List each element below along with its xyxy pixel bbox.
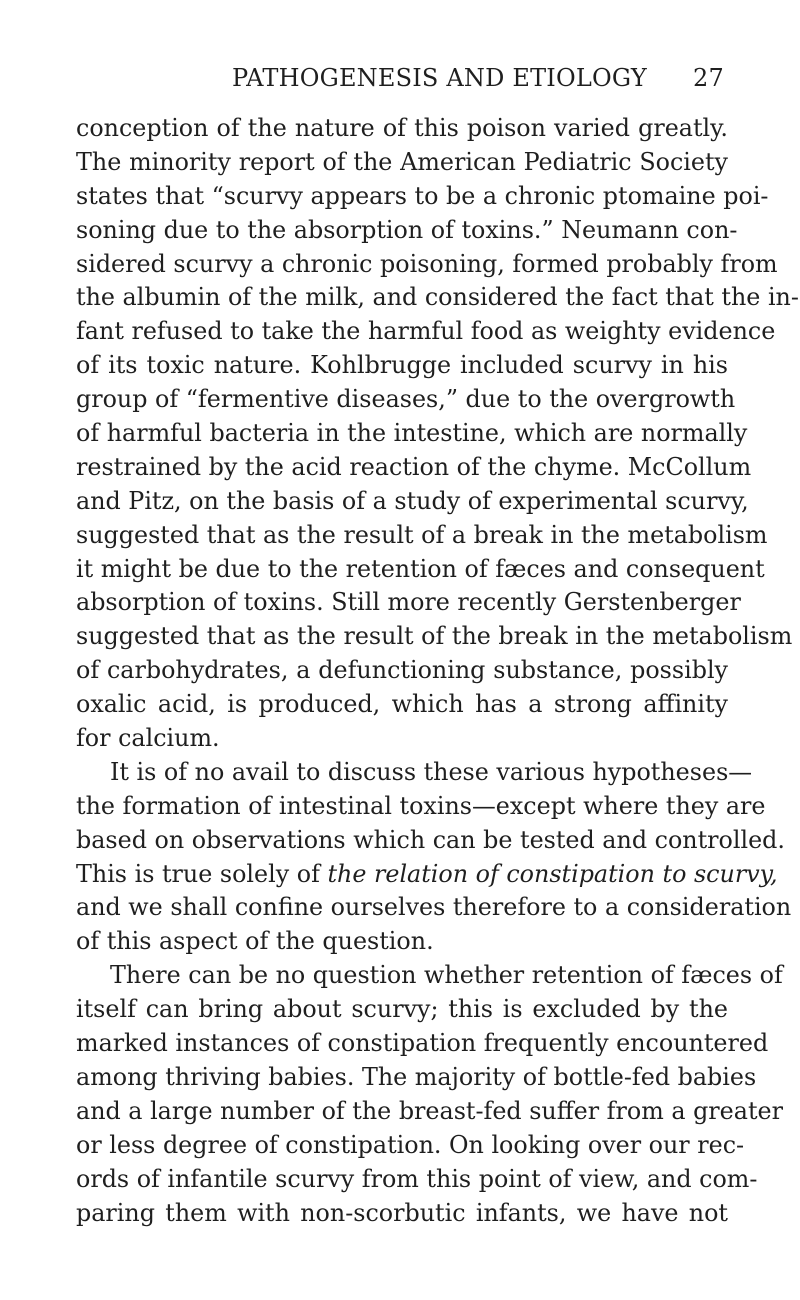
text-line: based on observations which can be tested and controlled. (76, 825, 785, 854)
mixed-style-line (76, 858, 778, 892)
text-line: and we shall confine ourselves therefore to a consideration (76, 893, 792, 922)
text-line: among thriving babies. The majority of bottle-fed babies (76, 1062, 757, 1091)
text-line: absorption of toxins. Still more recently Gerstenberger (76, 588, 741, 617)
text-line: the formation of intestinal toxins—except where they are (76, 791, 766, 820)
text-line: soning due to the absorption of toxins.” Neumann con- (76, 215, 738, 244)
text-line: marked instances of constipation frequently encountered (76, 1029, 769, 1058)
text-line: oxalic acid, is produced, which has a strong affinity (76, 690, 728, 719)
text-line: of carbohydrates, a defunctioning substance, possibly (76, 656, 728, 685)
text-line: itself can bring about scurvy; this is excluded by the (76, 995, 728, 1024)
text-line: the albumin of the milk, and considered the fact that the in- (76, 283, 799, 312)
text-line: group of “fermentive diseases,” due to the overgrowth (76, 385, 736, 414)
text-line: or less degree of constipation. On looking over our rec- (76, 1130, 745, 1159)
text-line: suggested that as the result of a break in the metabolism (76, 520, 768, 549)
text-line: states that “scurvy appears to be a chronic ptomaine poi- (76, 181, 769, 210)
text-line: and Pitz, on the basis of a study of experimental scurvy, (76, 486, 749, 515)
text-line: fant refused to take the harmful food as weighty evidence (76, 317, 776, 346)
paragraph-end-line: for calcium. (76, 724, 220, 753)
text-line: conception of the nature of this poison varied greatly. (76, 114, 728, 142)
running-title: PATHOGENESIS AND ETIOLOGY (232, 64, 647, 92)
paragraph-end-line: of this aspect of the question. (76, 927, 434, 956)
page-number: 27 (693, 64, 724, 92)
text-line: The minority report of the American Pediatric Society (76, 147, 728, 176)
body-text (76, 112, 799, 1230)
text-segment: This is true solely of (76, 859, 320, 888)
italic-emphasis: the relation of constipation to scurvy, (327, 859, 778, 888)
text-line: suggested that as the result of the break in the metabolism (76, 622, 793, 651)
text-line: and a large number of the breast-fed suffer from a greater (76, 1096, 783, 1125)
text-line: sidered scurvy a chronic poisoning, formed probably from (76, 249, 778, 278)
text-line: it might be due to the retention of fæces and consequent (76, 554, 765, 583)
text-line: ords of infantile scurvy from this point of view, and com- (76, 1164, 758, 1193)
text-line: paring them with non-scorbutic infants, we have not (76, 1198, 728, 1227)
running-head (0, 64, 800, 98)
text-line: of its toxic nature. Kohlbrugge included scurvy in his (76, 351, 728, 380)
paragraph-start-line: It is of no avail to discuss these various hypotheses— (110, 757, 753, 786)
text-line: of harmful bacteria in the intestine, which are normally (76, 419, 748, 448)
paragraph-start-line: There can be no question whether retention of fæces of (110, 961, 783, 990)
text-line: restrained by the acid reaction of the chyme. McCollum (76, 452, 752, 481)
